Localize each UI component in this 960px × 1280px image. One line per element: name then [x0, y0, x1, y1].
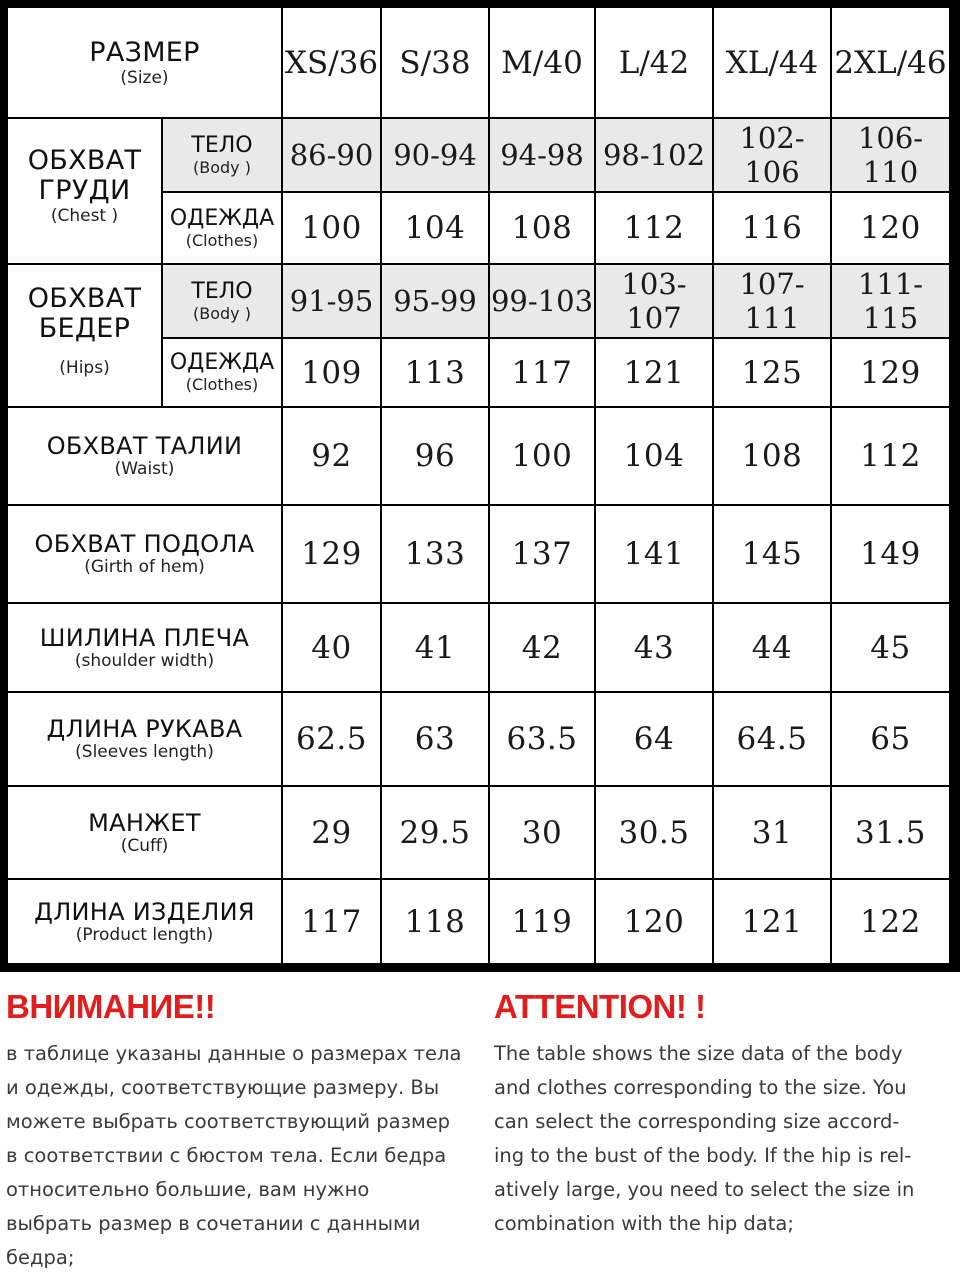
- row-label: МАНЖЕТ: [88, 808, 201, 837]
- chest-body-value: [283, 119, 380, 191]
- notice-english: [494, 985, 956, 1241]
- measurement-value: 64.5: [736, 721, 808, 757]
- hips-clothes-value: [714, 339, 830, 406]
- size-label: M/40: [501, 44, 583, 81]
- measurement-value: 103-107: [621, 267, 687, 335]
- hips-body-value: [714, 265, 830, 337]
- measurement-value: 42: [521, 629, 563, 666]
- measurement-value: 117: [301, 903, 362, 940]
- row-sublabel: (Cuff): [120, 835, 169, 856]
- row-sublabel: (shoulder width): [74, 650, 215, 671]
- row-label-cell: [8, 604, 281, 691]
- measurement-value: 100: [511, 438, 573, 474]
- hips-clothes-value: [283, 339, 380, 406]
- row-value-cell: [490, 880, 594, 963]
- hips-clothes-sublabel: (Clothes): [185, 375, 259, 394]
- row-value-cell: [832, 693, 949, 785]
- row-value-cell: [596, 693, 712, 785]
- measurement-value: 106-110: [857, 121, 924, 189]
- row-value-cell: [714, 506, 830, 602]
- row-value-cell: [382, 787, 488, 878]
- measurement-value: 112: [860, 438, 921, 474]
- row-value-cell: [490, 408, 594, 504]
- measurement-value: 41: [414, 629, 456, 666]
- measurement-value: 31: [751, 814, 793, 851]
- row-label: ДЛИНА ИЗДЕЛИЯ: [34, 897, 255, 926]
- row-value-cell: [596, 408, 712, 504]
- row-label-cell: [8, 880, 281, 963]
- measurement-value: 111-115: [857, 267, 924, 335]
- row-value-cell: [596, 880, 712, 963]
- measurement-value: 108: [511, 210, 573, 246]
- row-value-cell: [382, 604, 488, 691]
- chest-sublabel: (Chest ): [50, 206, 119, 226]
- row-value-cell: [283, 693, 380, 785]
- row-value-cell: [283, 604, 380, 691]
- size-header-label: РАЗМЕР: [89, 36, 200, 68]
- chest-body-value: [382, 119, 488, 191]
- row-value-cell: [832, 787, 949, 878]
- chest-body-value: [596, 119, 712, 191]
- measurement-value: 91-95: [289, 284, 374, 318]
- chest-body-value: [490, 119, 594, 191]
- measurement-value: 29.5: [399, 814, 471, 851]
- measurement-value: 145: [741, 536, 803, 572]
- row-value-cell: [283, 506, 380, 602]
- chest-clothes-label: ОДЕЖДА: [169, 205, 275, 231]
- measurement-value: 133: [404, 536, 466, 572]
- chest-clothes-value: [283, 193, 380, 263]
- size-label: 2XL/46: [834, 44, 947, 81]
- measurement-value: 104: [623, 438, 685, 474]
- measurement-value: 86-90: [289, 138, 374, 172]
- size-column-header: [283, 8, 380, 117]
- row-value-cell: [283, 408, 380, 504]
- row-sublabel: (Sleeves length): [75, 742, 214, 762]
- size-label: S/38: [399, 44, 471, 81]
- chest-clothes-value: [832, 193, 949, 263]
- row-value-cell: [283, 880, 380, 963]
- hips-body-value: [490, 265, 594, 337]
- row-value-cell: [596, 787, 712, 878]
- chest-label-line1: ОБХВАТ: [27, 145, 142, 176]
- measurement-value: 116: [741, 210, 803, 246]
- measurement-value: 113: [404, 354, 466, 391]
- row-value-cell: [832, 880, 949, 963]
- chest-body-label: ТЕЛО: [191, 132, 253, 158]
- measurement-value: 100: [301, 210, 362, 246]
- measurement-value: 120: [623, 903, 685, 940]
- notice-russian-title: ВНИМАНИЕ!!: [6, 988, 216, 1025]
- hips-body-label-cell: [163, 265, 281, 337]
- measurement-value: 64: [633, 721, 675, 757]
- measurement-value: 125: [741, 354, 803, 391]
- measurement-value: 63.5: [506, 721, 578, 757]
- measurement-value: 102-106: [739, 121, 805, 189]
- hips-clothes-value: [382, 339, 488, 406]
- hips-label-line1: ОБХВАТ: [27, 282, 142, 314]
- size-column-header: [596, 8, 712, 117]
- chest-body-value: [832, 119, 949, 191]
- notice-english-title: ATTENTION! !: [494, 988, 706, 1025]
- hips-body-sublabel: (Body ): [193, 303, 251, 323]
- row-sublabel: (Girth of hem): [84, 557, 205, 577]
- hips-sublabel: (Hips): [59, 357, 110, 378]
- measurement-value: 108: [741, 438, 803, 474]
- measurement-value: 118: [404, 903, 466, 940]
- measurement-value: 119: [511, 903, 573, 940]
- measurement-value: 96: [414, 438, 456, 474]
- row-value-cell: [283, 787, 380, 878]
- chest-group-label: [8, 119, 161, 263]
- row-value-cell: [714, 787, 830, 878]
- row-sublabel: (Product length): [75, 924, 214, 945]
- row-label-cell: [8, 408, 281, 504]
- size-label: XL/44: [725, 44, 819, 81]
- measurement-value: 122: [860, 903, 921, 940]
- row-value-cell: [832, 604, 949, 691]
- measurement-value: 112: [623, 210, 685, 246]
- measurement-value: 30.5: [618, 814, 690, 851]
- measurement-value: 30: [521, 814, 563, 851]
- hips-clothes-value: [596, 339, 712, 406]
- row-label-cell: [8, 787, 281, 878]
- chest-clothes-value: [490, 193, 594, 263]
- notice-english-text: The table shows the size data of the body and clothes corresponding to the size. You can select the corresponding size accord- ing to the bust of the body. If the hip is rel- atively large, you need to select the size in combination with the hip data;: [494, 1042, 915, 1235]
- measurement-value: 104: [404, 210, 466, 246]
- row-value-cell: [714, 408, 830, 504]
- measurement-value: 129: [301, 536, 362, 572]
- measurement-value: 99-103: [490, 284, 594, 318]
- measurement-value: 121: [623, 354, 685, 391]
- measurement-value: 137: [511, 536, 573, 572]
- row-value-cell: [714, 604, 830, 691]
- chest-body-sublabel: (Body ): [193, 157, 251, 177]
- measurement-value: 95-99: [393, 284, 477, 318]
- notice-russian: [6, 985, 484, 1275]
- row-value-cell: [490, 604, 594, 691]
- chest-clothes-value: [382, 193, 488, 263]
- hips-clothes-label-cell: [163, 339, 281, 406]
- size-column-header: [832, 8, 949, 117]
- size-header-sublabel: (Size): [120, 67, 169, 88]
- row-value-cell: [714, 693, 830, 785]
- row-label-cell: [8, 693, 281, 785]
- measurement-value: 62.5: [295, 721, 368, 757]
- measurement-value: 29: [311, 814, 352, 851]
- row-value-cell: [382, 408, 488, 504]
- chest-label-line2: ГРУДИ: [38, 175, 131, 206]
- row-value-cell: [832, 506, 949, 602]
- hips-body-label: ТЕЛО: [191, 278, 253, 304]
- measurement-value: 117: [511, 354, 573, 391]
- row-value-cell: [596, 506, 712, 602]
- row-label: ШИЛИНА ПЛЕЧА: [39, 623, 250, 652]
- measurement-value: 109: [301, 354, 362, 391]
- chest-clothes-sublabel: (Clothes): [185, 230, 259, 250]
- measurement-value: 141: [623, 536, 685, 572]
- notice-russian-text: в таблице указаны данные о размерах тела и одежды, соответствующие размеру. Вы можете выбрать соответствующий размер в соответствии с бюстом тела. Если бедра относительно большие, вам нужно выбрать размер в сочетании с данными бедра;: [6, 1042, 462, 1269]
- hips-label-line2: БЕДЕР: [38, 312, 131, 344]
- hips-body-value: [283, 265, 380, 337]
- row-label: ДЛИНА РУКАВА: [46, 715, 243, 743]
- row-sublabel: (Waist): [114, 459, 175, 479]
- chest-clothes-value: [596, 193, 712, 263]
- measurement-value: 129: [860, 354, 921, 391]
- row-value-cell: [490, 787, 594, 878]
- measurement-value: 44: [751, 629, 793, 666]
- measurement-value: 120: [860, 210, 921, 246]
- row-label: ОБХВАТ ПОДОЛА: [34, 530, 255, 558]
- measurement-value: 45: [870, 629, 911, 666]
- measurement-value: 107-111: [739, 267, 805, 335]
- measurement-value: 90-94: [393, 138, 477, 172]
- measurement-value: 63: [414, 721, 456, 757]
- measurement-value: 31.5: [854, 814, 927, 851]
- size-label: L/42: [618, 44, 690, 81]
- hips-clothes-value: [490, 339, 594, 406]
- measurement-value: 98-102: [602, 138, 706, 172]
- row-value-cell: [832, 408, 949, 504]
- hips-body-value: [832, 265, 949, 337]
- hips-body-value: [382, 265, 488, 337]
- measurement-value: 43: [633, 629, 675, 666]
- measurement-value: 149: [860, 536, 921, 572]
- measurement-value: 92: [311, 438, 352, 474]
- row-label: ОБХВАТ ТАЛИИ: [46, 432, 243, 460]
- measurement-value: 65: [870, 721, 911, 757]
- measurement-value: 94-98: [500, 138, 584, 172]
- row-value-cell: [714, 880, 830, 963]
- row-value-cell: [382, 693, 488, 785]
- row-value-cell: [596, 604, 712, 691]
- measurement-value: 40: [311, 629, 352, 666]
- hips-group-label: [8, 265, 161, 406]
- chest-clothes-value: [714, 193, 830, 263]
- row-value-cell: [490, 506, 594, 602]
- row-value-cell: [382, 506, 488, 602]
- row-value-cell: [382, 880, 488, 963]
- size-header-cell: [8, 8, 281, 117]
- chest-body-value: [714, 119, 830, 191]
- size-column-header: [382, 8, 488, 117]
- measurement-value: 121: [741, 903, 803, 940]
- size-label: XS/36: [284, 44, 379, 81]
- chest-clothes-label-cell: [163, 193, 281, 263]
- hips-clothes-label: ОДЕЖДА: [169, 350, 275, 375]
- row-value-cell: [490, 693, 594, 785]
- hips-body-value: [596, 265, 712, 337]
- chest-body-label-cell: [163, 119, 281, 191]
- size-column-header: [714, 8, 830, 117]
- hips-clothes-value: [832, 339, 949, 406]
- size-column-header: [490, 8, 594, 117]
- row-label-cell: [8, 506, 281, 602]
